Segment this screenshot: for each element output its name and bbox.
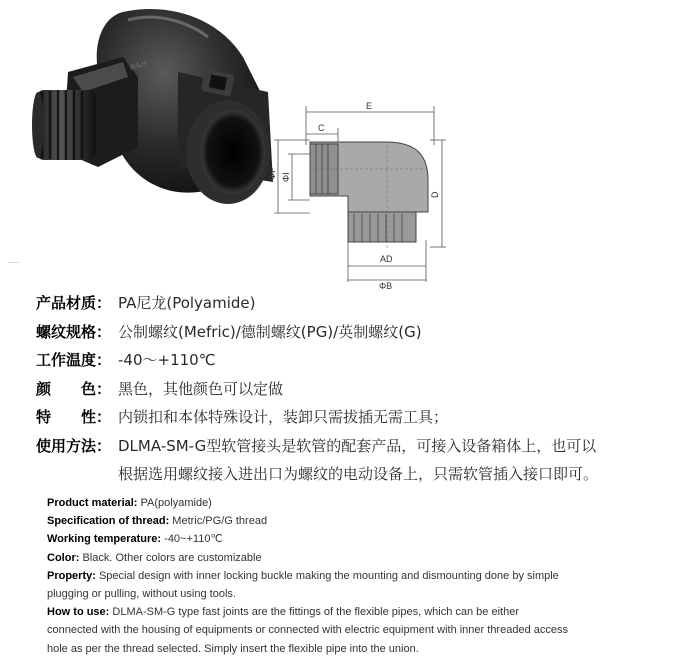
spec-cn-value: 公制螺纹(Mefric)/德制螺纹(PG)/英制螺纹(G) bbox=[118, 322, 422, 341]
spec-cn-value: PA尼龙(Polyamide) bbox=[118, 294, 256, 312]
dim-label-phi-b: ΦB bbox=[379, 281, 393, 290]
spec-cn-row bbox=[36, 349, 676, 378]
spec-en-property-line2: plugging or pulling, without using tools. bbox=[47, 588, 236, 601]
spec-cn-label: 使用方法： bbox=[36, 436, 112, 455]
spec-cn-value: 内锁扣和本体特殊设计，装卸只需拔插无需工具； bbox=[118, 408, 449, 426]
spec-en-usage bbox=[47, 603, 677, 621]
spec-en-label: Color: bbox=[47, 551, 80, 564]
spec-cn-label: 螺纹规格： bbox=[36, 322, 112, 341]
spec-cn-value: DLMA-SM-G型软管接头是软管的配套产品，可接入设备箱体上，也可以 bbox=[118, 436, 597, 455]
spec-cn-label: 工作温度： bbox=[36, 351, 112, 369]
dim-label-d: D bbox=[430, 191, 440, 198]
spec-en-value: Black. Other colors are customizable bbox=[79, 551, 262, 564]
spec-en-label: Product material: bbox=[47, 497, 138, 509]
spec-cn-value: 黑色，其他颜色可以定做 bbox=[118, 379, 284, 398]
spec-en-value: Metric/PG/G thread bbox=[169, 515, 268, 528]
spec-en-thread bbox=[47, 512, 677, 530]
spec-en-value: DLMA-SM-G type fast joints are the fittings of the flexible pipes, which can be either bbox=[109, 606, 519, 619]
spec-en bbox=[47, 494, 677, 658]
technical-drawing bbox=[266, 100, 446, 290]
spec-cn bbox=[36, 292, 676, 491]
spec-cn-label: 产品材质： bbox=[36, 294, 112, 312]
spec-cn-label: 特 性： bbox=[36, 408, 112, 426]
spec-cn-continuation: 根据选用螺纹接入进出口为螺纹的电动设备上，只需软管插入接口即可。 bbox=[118, 465, 599, 483]
spec-cn-row bbox=[36, 321, 676, 350]
spec-en-label: Specification of thread: bbox=[47, 515, 170, 528]
svg-text:W&H: W&H bbox=[128, 59, 148, 72]
dim-label-c: C bbox=[318, 123, 325, 133]
spec-cn-value: -40～+110℃ bbox=[118, 351, 216, 369]
spec-cn-row bbox=[36, 378, 676, 407]
dim-label-ad: AD bbox=[380, 254, 393, 264]
spec-en-value: PA(polyamide) bbox=[137, 497, 212, 509]
spec-en-label: Property: bbox=[47, 569, 96, 582]
spec-en-usage-line3: hole as per the thread selected. Simply insert the flexible pipe into the union. bbox=[47, 642, 419, 655]
product-photo bbox=[28, 2, 278, 242]
spec-en-material bbox=[47, 494, 677, 512]
spec-en-temperature bbox=[47, 530, 677, 548]
dim-label-e: E bbox=[366, 101, 373, 111]
dim-label-phi-i: ΦI bbox=[281, 172, 291, 182]
spec-en-value: -40~+110℃ bbox=[161, 533, 223, 546]
spec-cn-label: 颜 色： bbox=[36, 379, 112, 398]
spec-en-color bbox=[47, 549, 677, 567]
spec-en-property bbox=[47, 567, 677, 585]
spec-cn-row bbox=[36, 406, 676, 435]
spec-en-usage-line2: connected with the housing of equipments or connected with electric equipment with inner threaded access bbox=[47, 624, 568, 637]
dim-label-phi-f: ΦF bbox=[267, 167, 277, 180]
spec-en-label: Working temperature: bbox=[47, 533, 162, 546]
spec-cn-row bbox=[36, 292, 676, 321]
spec-cn-row bbox=[36, 435, 676, 464]
divider bbox=[8, 262, 20, 263]
spec-en-value: Special design with inner locking buckle making the mounting and dismounting done by simple bbox=[95, 569, 559, 582]
spec-en-label: How to use: bbox=[47, 606, 110, 619]
